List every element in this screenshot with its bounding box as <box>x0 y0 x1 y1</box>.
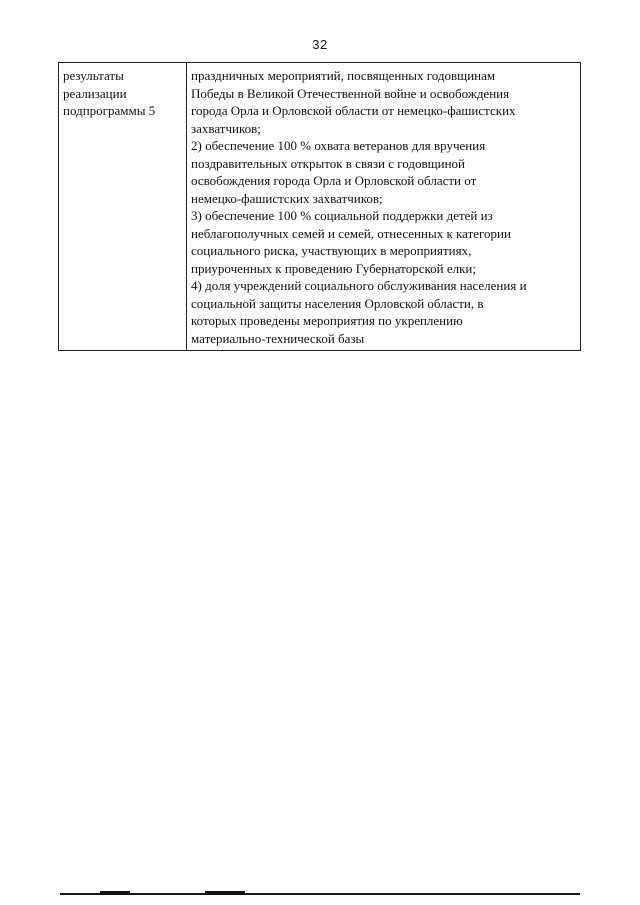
content-line: социального риска, участвующих в мероприятиях, <box>191 243 472 258</box>
content-line: которых проведены мероприятия по укреплению <box>191 313 463 328</box>
content-line: немецко-фашистских захватчиков; <box>191 190 383 206</box>
content-line: Победы в Великой Отечественной войне и освобождения <box>191 85 510 101</box>
row-label-cell <box>59 63 187 351</box>
row-label-line: результаты <box>63 68 124 83</box>
content-line: захватчиков; <box>191 120 261 136</box>
row-content-cell <box>187 63 581 351</box>
table-row <box>59 63 581 351</box>
content-line: 3) обеспечение 100 % социальной поддержки детей из <box>191 208 493 223</box>
page-number: 32 <box>312 37 328 52</box>
content-line: праздничных мероприятий, посвященных годовщинам <box>191 68 496 83</box>
footer-rule-mark <box>205 891 245 895</box>
content-line: города Орла и Орловской области от немецко-фашистских <box>191 103 516 118</box>
row-label-line: реализации <box>63 85 127 101</box>
content-line: освобождения города Орла и Орловской области от <box>191 173 477 188</box>
results-table <box>58 62 581 351</box>
row-label-line: подпрограммы 5 <box>63 103 156 118</box>
footer-rule-mark <box>100 891 130 895</box>
content-line: поздравительных открыток в связи с годовщиной <box>191 155 466 171</box>
content-line: неблагополучных семей и семей, отнесенных к категории <box>191 225 511 241</box>
content-line: 2) обеспечение 100 % охвата ветеранов для вручения <box>191 138 486 153</box>
content-line: материально-технической базы <box>191 330 365 346</box>
content-line: 4) доля учреждений социального обслуживания населения и <box>191 278 527 293</box>
footer-rule <box>60 893 580 895</box>
content-line: социальной защиты населения Орловской области, в <box>191 295 484 311</box>
content-line: приуроченных к проведению Губернаторской елки; <box>191 260 476 276</box>
